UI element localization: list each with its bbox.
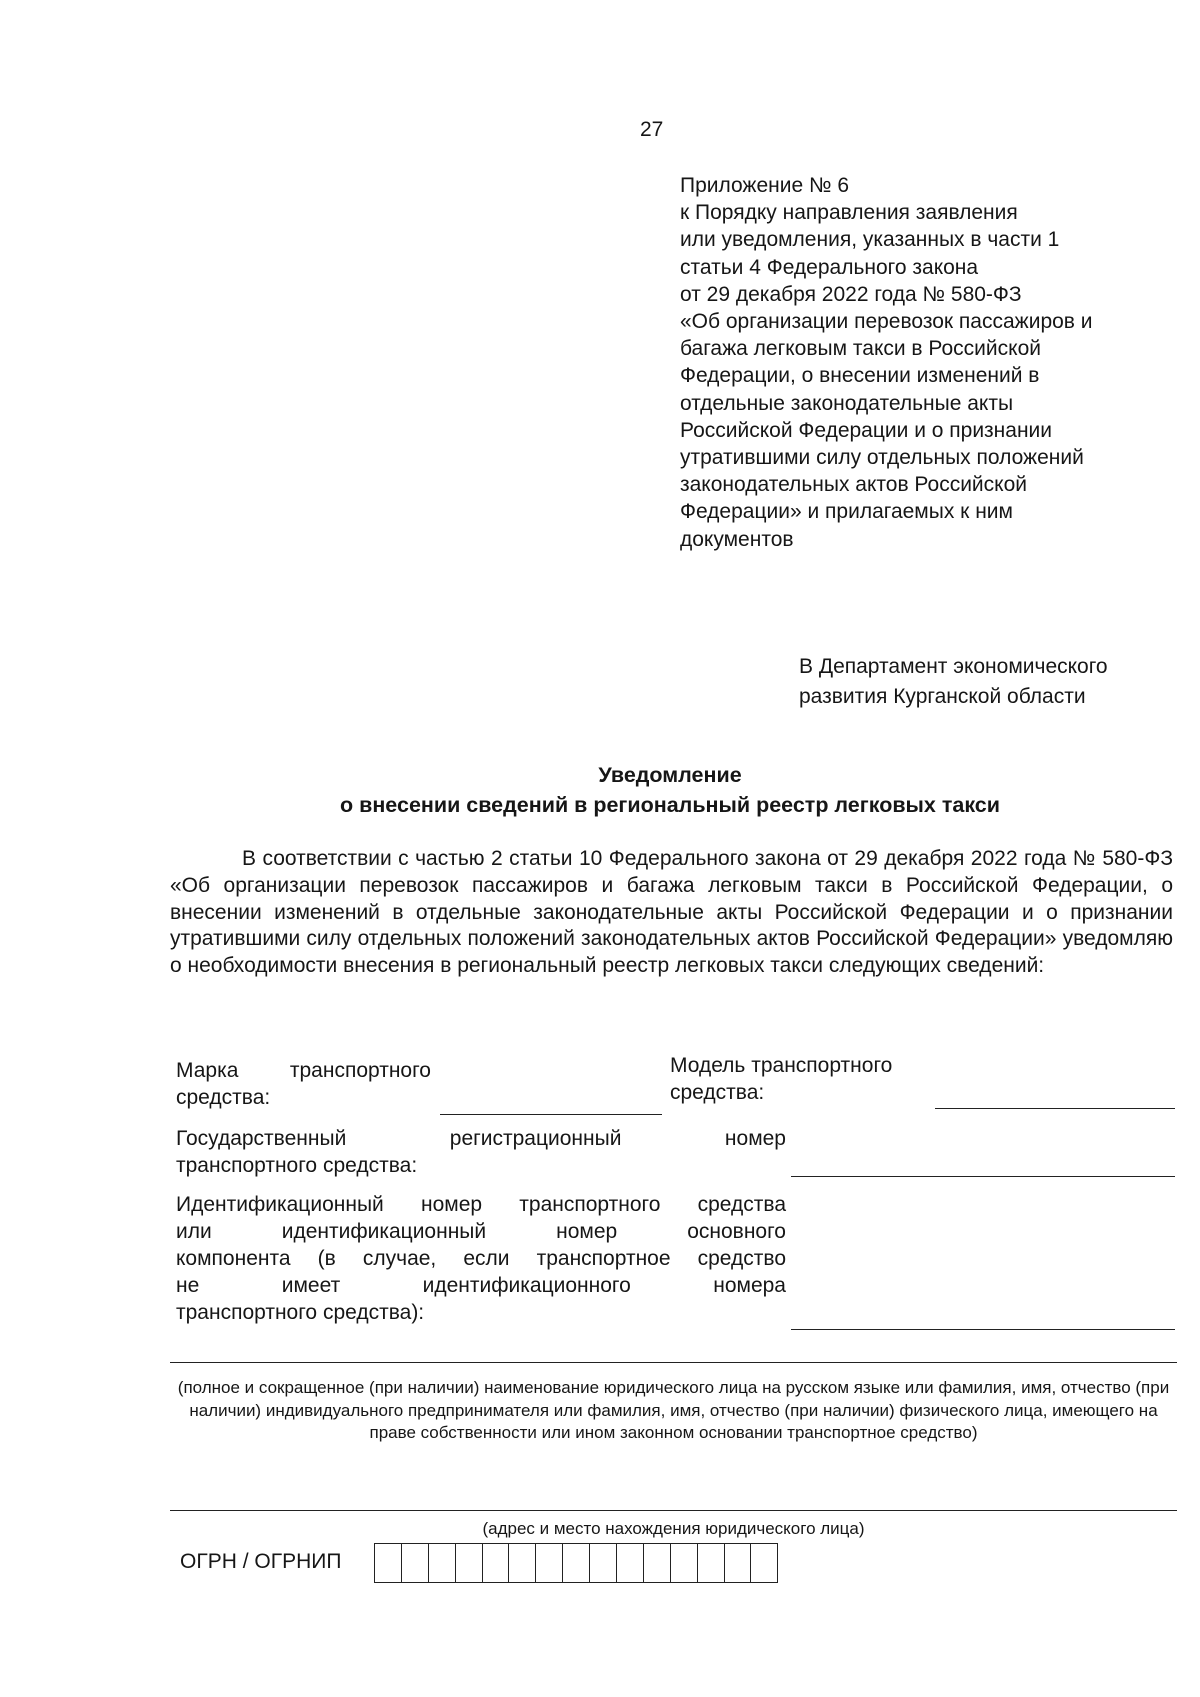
label-line: Марка транспортного xyxy=(176,1059,431,1082)
label-line: транспортного средства): xyxy=(176,1301,425,1324)
label-line: Идентификационный номер транспортного средства xyxy=(176,1193,786,1216)
appendix-line: Приложение № 6 xyxy=(680,174,850,197)
ogrn-digit-box[interactable] xyxy=(644,1544,671,1582)
appendix-line: или уведомления, указанных в части 1 xyxy=(680,228,1060,252)
appendix-line: отдельные законодательные акты xyxy=(680,391,1014,415)
owner-name-caption: (полное и сокращенное (при наличии) наименование юридического лица на русском языке или фамилия, имя, отчество (при наличии) индивидуального предпринимателя или фамилия, имя, отчество (при наличии) физического лица, имеющего на праве собственности или ином законном основании транспортное средство) xyxy=(177,1378,1170,1442)
appendix-line: законодательных актов Российской xyxy=(680,473,1027,497)
ogrn-digit-box[interactable] xyxy=(671,1544,698,1582)
label-line: транспортного средства: xyxy=(176,1154,418,1177)
owner-name-field[interactable] xyxy=(170,1362,1177,1363)
label-line: Государственный регистрационный номер xyxy=(176,1127,786,1150)
address-caption: (адрес и место нахождения юридического лица) xyxy=(482,1519,865,1538)
vehicle-model-label xyxy=(670,1052,930,1106)
appendix-line: от 29 декабря 2022 года № 580-ФЗ xyxy=(680,282,1022,306)
appendix-line: Российской Федерации и о признании xyxy=(680,418,1053,442)
appendix-line: Федерации, о внесении изменений в xyxy=(680,364,1040,388)
ogrn-digit-box[interactable] xyxy=(536,1544,563,1582)
intro-paragraph: В соответствии с частью 2 статьи 10 Федерального закона от 29 декабря 2022 года № 580-ФЗ «Об организации перевозок пассажиров и багажа легковым такси в Российской Федерации, о внесении изменений в отдельные законодательные акты Российской Федерации и о признании утратившими силу отдельных положений законодательных актов Российской Федерации» уведомляю о необходимости внесения в региональный реестр легковых такси следующих сведений: xyxy=(170,847,1173,978)
appendix-reference xyxy=(680,172,1180,553)
vehicle-model-field[interactable] xyxy=(935,1108,1175,1109)
addressee xyxy=(799,652,1179,712)
ogrn-digit-box[interactable] xyxy=(456,1544,483,1582)
addressee-line: развития Курганской области xyxy=(799,685,1086,708)
document-title xyxy=(170,760,1170,820)
vehicle-brand-field[interactable] xyxy=(440,1114,662,1115)
appendix-line: документов xyxy=(680,527,794,551)
ogrn-boxes xyxy=(374,1543,778,1583)
appendix-line: статьи 4 Федерального закона xyxy=(680,255,979,279)
ogrn-digit-box[interactable] xyxy=(375,1544,402,1582)
ogrn-digit-box[interactable] xyxy=(483,1544,510,1582)
vin-label xyxy=(176,1191,786,1326)
label-line: средства: xyxy=(176,1086,271,1109)
title-line: Уведомление xyxy=(598,763,742,787)
address-field[interactable] xyxy=(170,1510,1177,1511)
vehicle-brand-label xyxy=(176,1057,431,1111)
label-line: Модель транспортного xyxy=(670,1054,893,1077)
ogrn-label: ОГРН / ОГРНИП xyxy=(180,1550,342,1573)
label-line: средства: xyxy=(670,1081,765,1104)
appendix-line: к Порядку направления заявления xyxy=(680,201,1018,225)
appendix-line: Федерации» и прилагаемых к ним xyxy=(680,500,1013,524)
ogrn-digit-box[interactable] xyxy=(509,1544,536,1582)
appendix-line: багажа легковым такси в Российской xyxy=(680,337,1041,361)
ogrn-digit-box[interactable] xyxy=(590,1544,617,1582)
registration-number-label xyxy=(176,1125,786,1179)
ogrn-digit-box[interactable] xyxy=(429,1544,456,1582)
ogrn-digit-box[interactable] xyxy=(725,1544,752,1582)
title-line: о внесении сведений в региональный реестр легковых такси xyxy=(340,793,1000,817)
ogrn-digit-box[interactable] xyxy=(617,1544,644,1582)
ogrn-digit-box[interactable] xyxy=(402,1544,429,1582)
ogrn-digit-box[interactable] xyxy=(751,1544,778,1582)
vin-field[interactable] xyxy=(791,1329,1175,1330)
label-line: компонента (в случае, если транспортное средство xyxy=(176,1247,786,1270)
appendix-line: «Об организации перевозок пассажиров и xyxy=(680,310,1093,334)
label-line: не имеет идентификационного номера xyxy=(176,1274,786,1297)
label-line: или идентификационный номер основного xyxy=(176,1220,786,1243)
ogrn-digit-box[interactable] xyxy=(563,1544,590,1582)
ogrn-digit-box[interactable] xyxy=(698,1544,725,1582)
addressee-line: В Департамент экономического xyxy=(799,655,1108,678)
registration-number-field[interactable] xyxy=(791,1176,1175,1177)
page-number: 27 xyxy=(640,118,664,141)
appendix-line: утратившими силу отдельных положений xyxy=(680,446,1084,470)
